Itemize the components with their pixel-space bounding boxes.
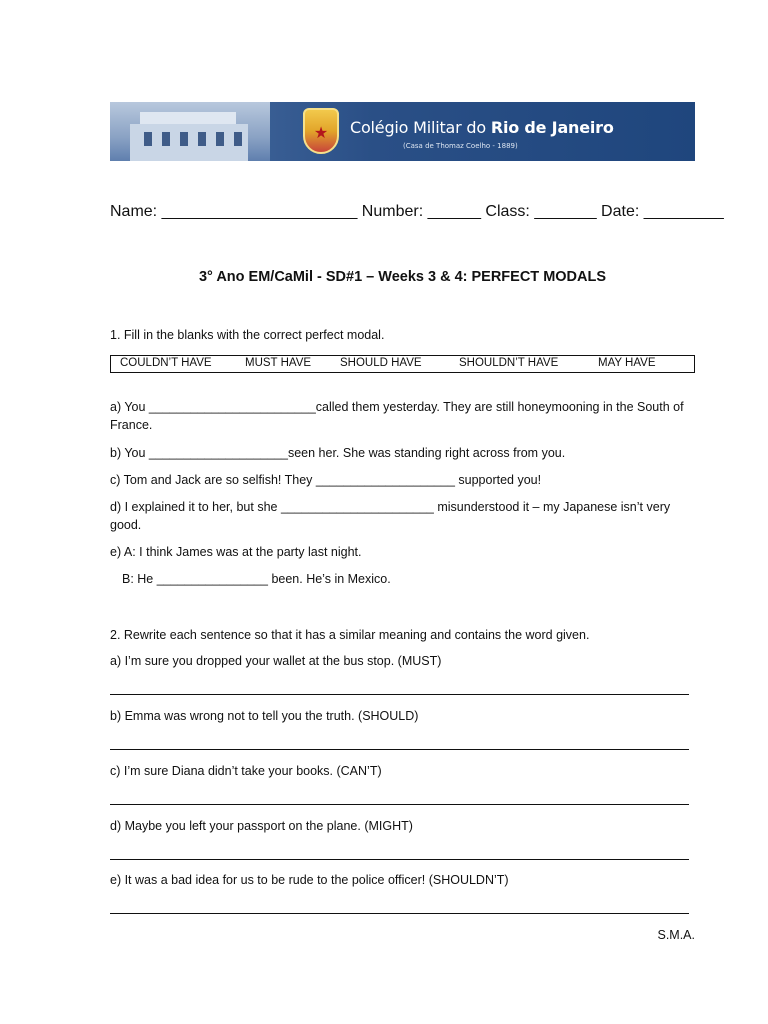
school-name: Colégio Militar do Rio de Janeiro <box>350 118 614 137</box>
word-bank-item: SHOULD HAVE <box>340 357 422 369</box>
student-info-line: Name: ______________________ Number: ______ Class: _______ Date: _________ <box>110 203 724 220</box>
exercise-2a: a) I’m sure you dropped your wallet at the bus stop. (MUST) <box>110 654 442 668</box>
exercise-2b: b) Emma was wrong not to tell you the truth. (SHOULD) <box>110 709 419 723</box>
word-bank-item: COULDN’T HAVE <box>120 357 212 369</box>
answer-line <box>110 859 689 860</box>
worksheet-title: 3° Ano EM/CaMil - SD#1 – Weeks 3 & 4: PERFECT MODALS <box>198 269 607 285</box>
answer-line <box>110 694 689 695</box>
exercise-1d: d) I explained it to her, but she ______________________ misunderstood it – my Japanese isn’t very good. <box>110 500 671 532</box>
exercise-1c: c) Tom and Jack are so selfish! They ____________________ supported you! <box>110 473 542 487</box>
section1-instruction: 1. Fill in the blanks with the correct perfect modal. <box>110 328 385 342</box>
word-bank-item: MUST HAVE <box>245 357 312 369</box>
building-image <box>110 102 270 161</box>
worksheet-page <box>110 0 724 1024</box>
exercise-2e: e) It was a bad idea for us to be rude to the police officer! (SHOULDN’T) <box>110 873 509 887</box>
word-bank-item: MAY HAVE <box>598 357 656 369</box>
word-bank <box>110 355 695 373</box>
answer-line <box>110 804 689 805</box>
school-crest-icon: ★ <box>303 108 339 154</box>
exercise-1e-b: B: He ________________ been. He’s in Mexico. <box>122 572 391 586</box>
answer-line <box>110 749 689 750</box>
exercise-1e-a: e) A: I think James was at the party last night. <box>110 545 362 559</box>
answer-line <box>110 913 689 914</box>
school-banner <box>110 102 695 161</box>
author-initials: S.M.A. <box>657 928 695 942</box>
school-subtitle: (Casa de Thomaz Coelho - 1889) <box>403 142 518 150</box>
section2-instruction: 2. Rewrite each sentence so that it has a similar meaning and contains the word given. <box>110 628 590 642</box>
exercise-1a: a) You ________________________called them yesterday. They are still honeymooning in the South of France. <box>110 400 684 432</box>
exercise-1b: b) You ____________________seen her. She was standing right across from you. <box>110 446 566 460</box>
exercise-2c: c) I’m sure Diana didn’t take your books. (CAN’T) <box>110 764 382 778</box>
exercise-2d: d) Maybe you left your passport on the plane. (MIGHT) <box>110 819 413 833</box>
word-bank-item: SHOULDN’T HAVE <box>459 357 559 369</box>
